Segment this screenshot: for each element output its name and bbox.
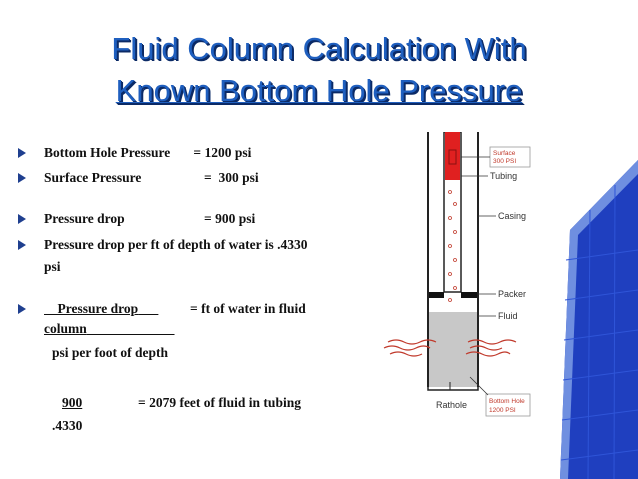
bottom-box-line-1: Bottom Hole	[489, 398, 525, 405]
formula-rest: = ft of water in fluid	[190, 301, 306, 316]
formula-denominator: psi per foot of depth	[52, 345, 169, 360]
calc-denominator: .4330	[52, 418, 83, 433]
bullet-value: = 1200 psi	[190, 145, 252, 160]
well-diagram	[370, 132, 560, 432]
decorative-blue-panel	[560, 140, 638, 479]
bullet-line-2: psi	[44, 259, 61, 274]
calc-result: = 2079 feet of fluid in tubing	[138, 395, 301, 410]
bullet-icon	[18, 240, 26, 250]
bullet-value: = 300 psi	[204, 170, 259, 185]
bullet-icon	[18, 214, 26, 224]
packer-left	[429, 292, 444, 298]
rathole-label: Rathole	[436, 400, 468, 410]
bullet-label: Surface Pressure	[44, 170, 142, 185]
formula-numerator	[44, 301, 158, 317]
formula-line-2-text: column	[44, 321, 87, 336]
tubing-label: Tubing	[490, 171, 518, 181]
formula-numerator-text: Pressure drop	[57, 301, 139, 316]
bullet-label: Bottom Hole Pressure	[44, 145, 171, 160]
casing-label: Casing	[498, 211, 527, 221]
packer-label: Packer	[498, 289, 527, 299]
bullet-icon	[18, 173, 26, 183]
tubing-red-section	[445, 132, 460, 180]
bullet-line-1: Pressure drop per ft of depth of water is .4330	[44, 237, 308, 252]
title-line-1: Fluid Column Calculation With	[111, 31, 527, 66]
bullet-label: Pressure drop	[44, 211, 125, 226]
bottom-box-line-2: 1200 PSI	[489, 407, 516, 414]
slide-title	[0, 28, 638, 112]
title-line-2: Known Bottom Hole Pressure	[115, 73, 523, 108]
rathole-bottom	[428, 387, 478, 390]
bullet-icon	[18, 148, 26, 158]
surface-box-line-2: 300 PSI	[493, 158, 517, 165]
bullet-icon	[18, 304, 26, 314]
bullet-value: = 900 psi	[204, 211, 256, 226]
packer-right	[461, 292, 477, 298]
fluid-label: Fluid	[498, 311, 518, 321]
fluid-column	[429, 312, 477, 387]
surface-box-line-1: Surface	[493, 150, 516, 157]
formula-line-2	[44, 321, 175, 337]
calc-numerator: 900	[62, 395, 83, 410]
